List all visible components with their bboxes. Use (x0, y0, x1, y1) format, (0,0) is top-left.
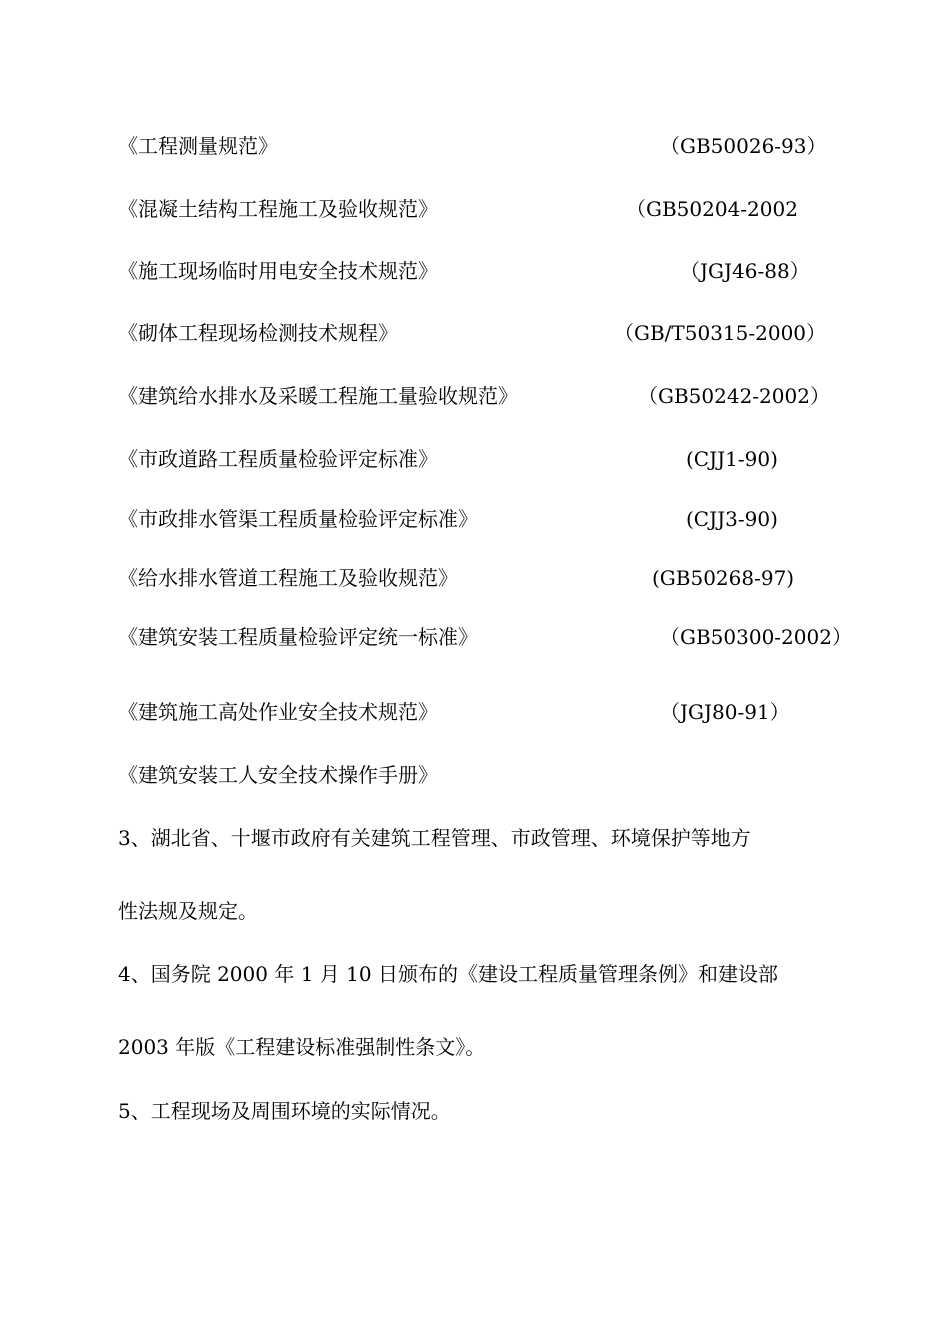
standard-title: 《建筑给水排水及采暖工程施工量验收规范》 (118, 384, 518, 408)
paragraph-item-5: 5、工程现场及周围环境的实际情况。 (118, 1099, 451, 1123)
standard-title: 《给水排水管道工程施工及验收规范》 (118, 566, 458, 590)
standard-title: 《建筑安装工人安全技术操作手册》 (118, 763, 438, 787)
standard-title: 《混凝土结构工程施工及验收规范》 (118, 197, 438, 221)
paragraph-item-3-cont: 性法规及规定。 (118, 899, 258, 923)
standard-title: 《建筑安装工程质量检验评定统一标准》 (118, 625, 478, 649)
standard-code: （GB/T50315-2000） (614, 321, 827, 345)
standard-code: （JGJ46-88） (680, 259, 810, 283)
standard-code: （GB50242-2002） (638, 384, 830, 408)
standard-code: (CJJ1-90) (686, 447, 778, 471)
standard-title: 《砌体工程现场检测技术规程》 (118, 321, 398, 345)
standard-title: 《市政排水管渠工程质量检验评定标准》 (118, 507, 478, 531)
paragraph-item-4-cont: 2003 年版《工程建设标准强制性条文》。 (118, 1035, 486, 1059)
standard-code: （GB50026-93） (660, 134, 827, 158)
standard-code: （GB50204-2002 (626, 197, 798, 221)
standard-title: 《工程测量规范》 (118, 134, 278, 158)
paragraph-item-3: 3、湖北省、十堰市政府有关建筑工程管理、市政管理、环境保护等地方 (118, 826, 751, 850)
standard-code: （GB50300-2002） (660, 625, 852, 649)
standard-title: 《施工现场临时用电安全技术规范》 (118, 259, 438, 283)
standard-title: 《市政道路工程质量检验评定标准》 (118, 447, 438, 471)
paragraph-item-4: 4、国务院 2000 年 1 月 10 日颁布的《建设工程质量管理条例》和建设部 (118, 962, 778, 986)
standard-code: (CJJ3-90) (686, 507, 778, 531)
standard-code: (GB50268-97) (652, 566, 795, 590)
standard-code: （JGJ80-91） (660, 700, 790, 724)
standard-title: 《建筑施工高处作业安全技术规范》 (118, 700, 438, 724)
